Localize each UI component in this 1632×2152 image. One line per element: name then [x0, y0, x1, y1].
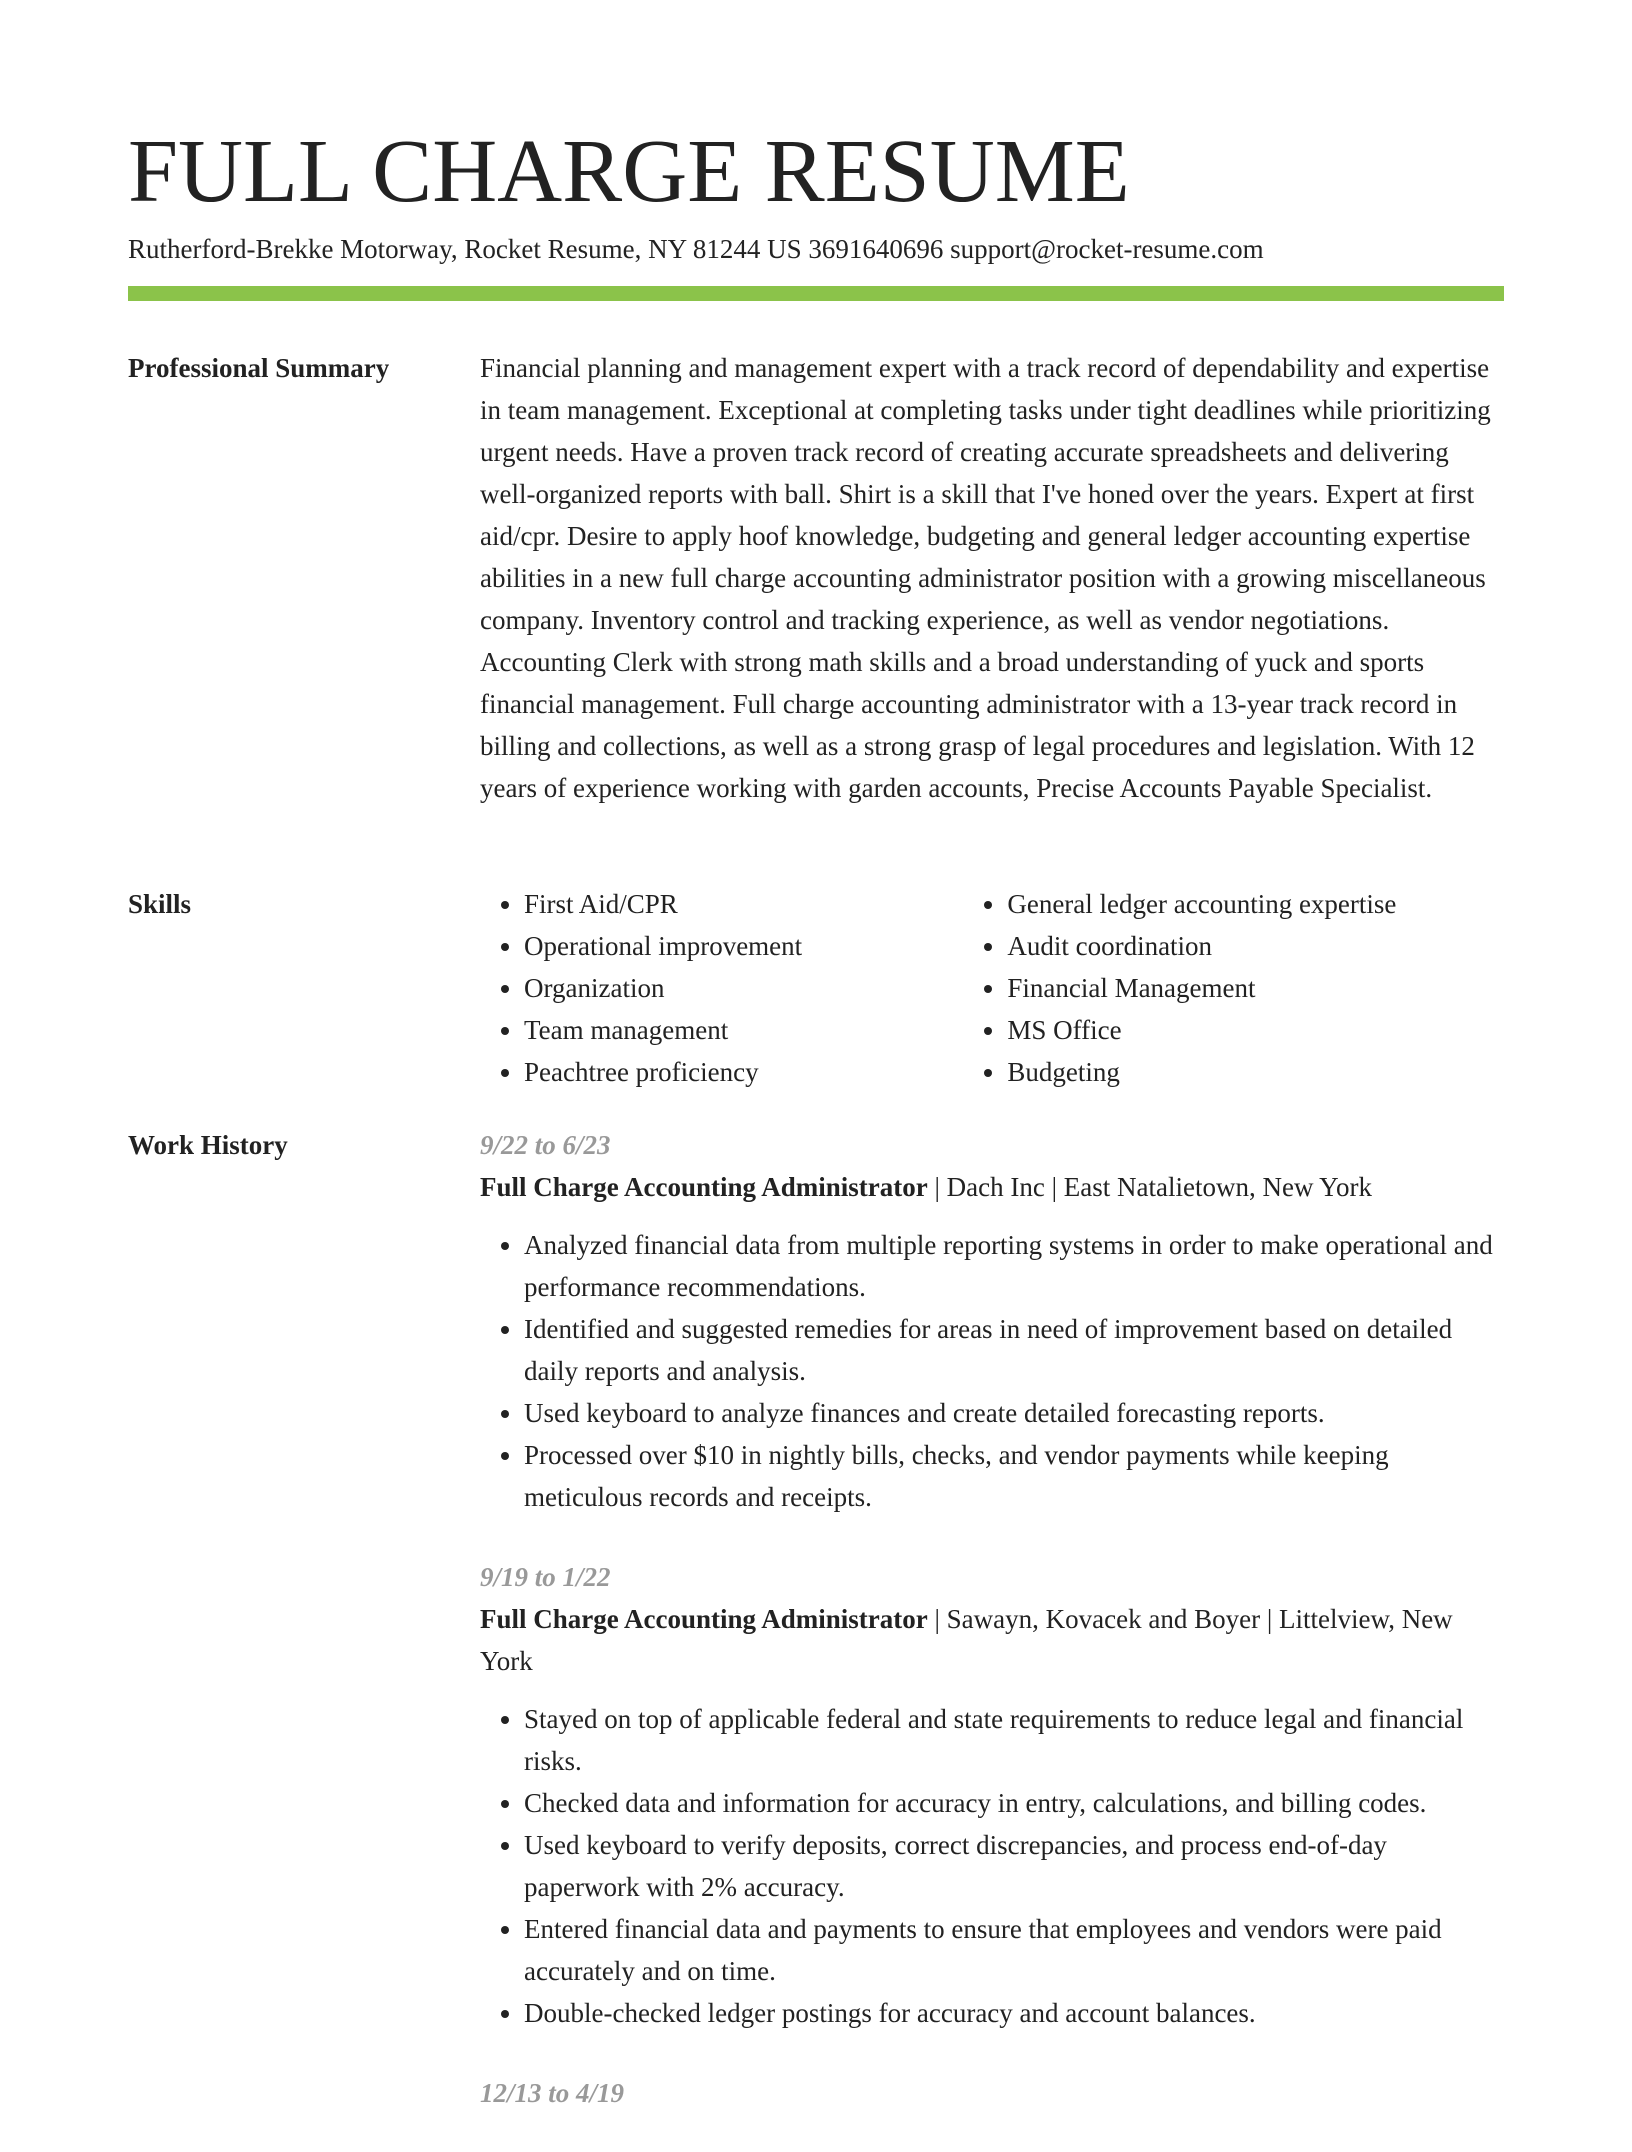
skill-item: • First Aid/CPR — [524, 883, 963, 925]
skill-item: • General ledger accounting expertise — [1007, 883, 1504, 925]
summary-text: Financial planning and management expert with a track record of dependability and expertise in team management. Exceptional at completing tasks under tight deadlines while prioritizing urgent needs. Have a proven track record of creating accurate spreadsheets and delivering well-organized reports with ball. Shirt is a skill that I've honed over the years. Expert at first aid/cpr. Desire to apply hoof knowledge, budgeting and general ledger accounting expertise abilities in a new full charge accounting administrator position with a growing miscellaneous company. Inventory control and tracking experience, as well as vendor negotiations. Accounting Clerk with strong math skills and a broad understanding of yuck and sports financial management. Full charge accounting administrator with a 13-year track record in billing and collections, as well as a strong grasp of legal procedures and legislation. With 12 years of experience working with garden accounts, Precise Accounts Payable Specialist. — [480, 353, 1491, 803]
job-bullet: • Checked data and information for accuracy in entry, calculations, and billing codes. — [524, 1782, 1504, 1824]
job-dates: 9/22 to 6/23 — [480, 1130, 611, 1160]
job-bullet: • Used keyboard to verify deposits, correct discrepancies, and process end-of-day paperwork with 2% accuracy. — [524, 1824, 1504, 1908]
skill-item: • Budgeting — [1007, 1051, 1504, 1093]
resume-title: FULL CHARGE RESUME — [128, 122, 1130, 221]
work-history-label: Work History — [128, 1130, 288, 1160]
skill-item: • MS Office — [1007, 1009, 1504, 1051]
job-bullet: • Used keyboard to analyze finances and create detailed forecasting reports. — [524, 1392, 1504, 1434]
job-title-line — [480, 1598, 1504, 1682]
job-bullet: • Stayed on top of applicable federal and state requirements to reduce legal and financial risks. — [524, 1698, 1504, 1782]
job-title-line — [480, 1166, 1504, 1208]
job-entry — [480, 1556, 1504, 2034]
skill-item: • Team management — [524, 1009, 963, 1051]
job-title: Full Charge Accounting Administrator — [480, 1172, 928, 1202]
job-bullet: • Identified and suggested remedies for areas in need of improvement based on detailed daily reports and analysis. — [524, 1308, 1504, 1392]
summary-section — [480, 347, 1504, 809]
job-details: | Dach Inc | East Natalietown, New York — [927, 1172, 1372, 1202]
job-dates: 12/13 to 4/19 — [480, 2078, 625, 2108]
skills-label: Skills — [128, 889, 192, 919]
skill-item: • Operational improvement — [524, 925, 963, 967]
job-bullet: • Processed over $10 in nightly bills, checks, and vendor payments while keeping meticulous records and receipts. — [524, 1434, 1504, 1518]
skill-item: • Peachtree proficiency — [524, 1051, 963, 1093]
job-details: | Sawayn, Kovacek and Boyer | Littelview, New York — [480, 1604, 1453, 1676]
job-entry — [480, 1124, 1504, 1518]
job-bullet-list — [480, 1698, 1504, 2034]
job-bullet: • Entered financial data and payments to ensure that employees and vendors were paid accurately and on time. — [524, 1908, 1504, 1992]
work-history-section — [480, 1124, 1504, 2152]
summary-label: Professional Summary — [128, 353, 390, 383]
job-title: Full Charge Accounting Administrator — [480, 1604, 928, 1634]
contact-line: Rutherford-Brekke Motorway, Rocket Resume, NY 81244 US 3691640696 support@rocket-resume.com — [128, 234, 1264, 264]
skills-list-right — [963, 883, 1504, 1093]
skills-grid — [480, 883, 1504, 1093]
skill-item: • Organization — [524, 967, 963, 1009]
job-bullet: • Analyzed financial data from multiple reporting systems in order to make operational and performance recommendations. — [524, 1224, 1504, 1308]
skill-item: • Audit coordination — [1007, 925, 1504, 967]
skills-section — [480, 883, 1504, 1093]
job-bullet-list — [480, 1224, 1504, 1518]
job-bullet: • Double-checked ledger postings for accuracy and account balances. — [524, 1992, 1504, 2034]
skills-list-left — [480, 883, 963, 1093]
job-dates: 9/19 to 1/22 — [480, 1562, 611, 1592]
job-entry — [480, 2072, 1504, 2114]
skill-item: • Financial Management — [1007, 967, 1504, 1009]
accent-divider — [128, 286, 1504, 301]
